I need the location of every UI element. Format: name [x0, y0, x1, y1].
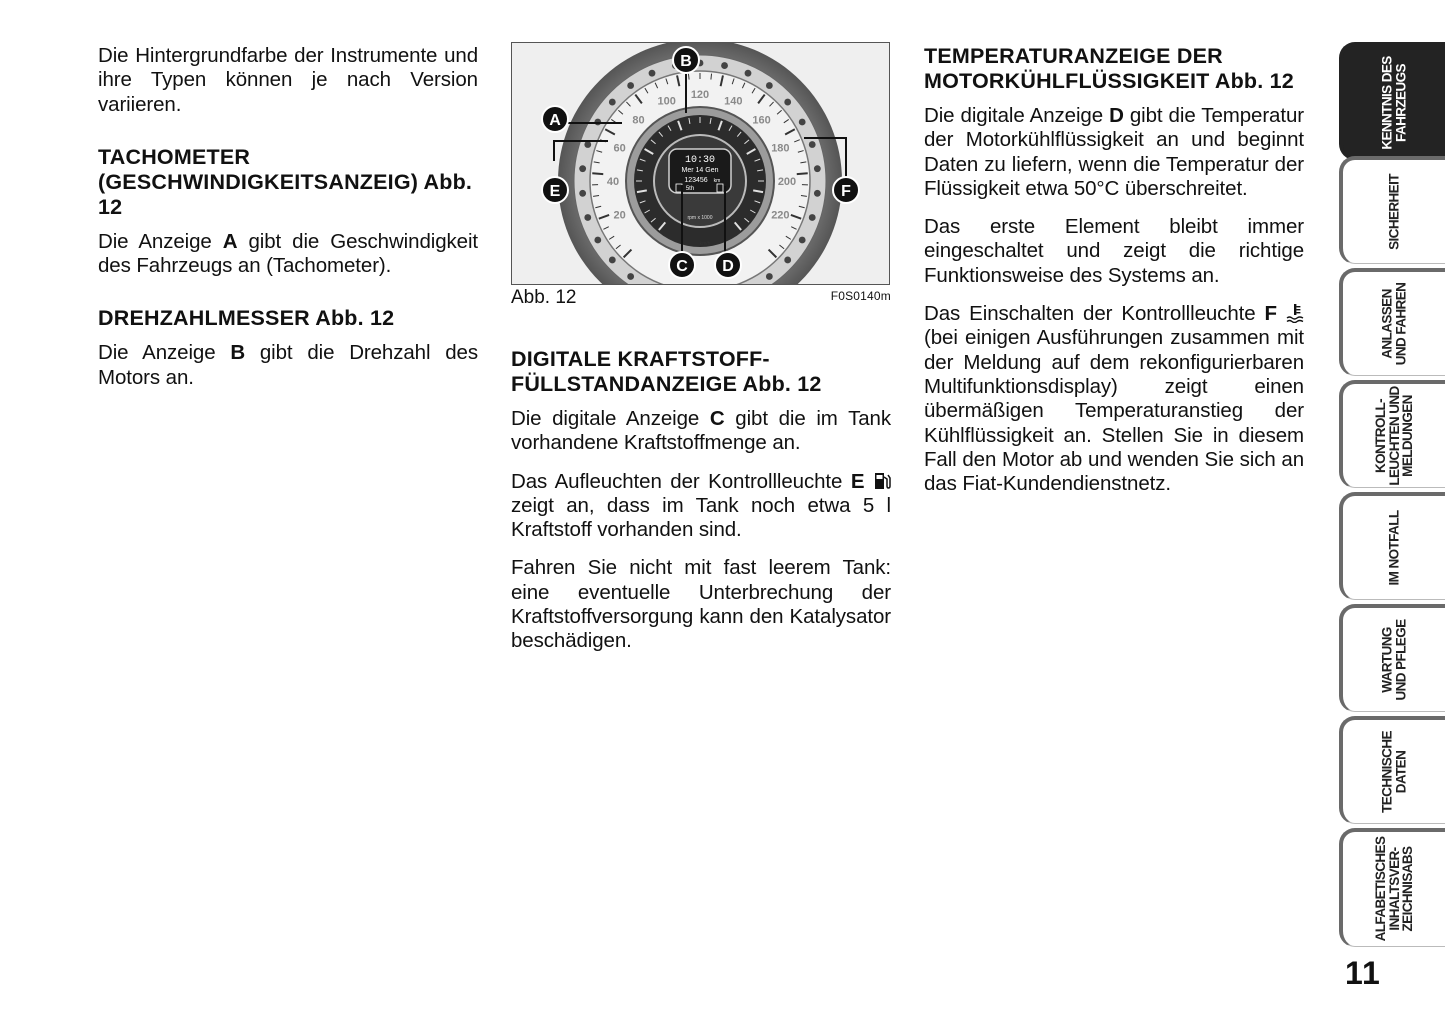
warning-light-dot — [579, 190, 586, 197]
tab-alfabetisches-inhaltsverzeichnis[interactable] — [1339, 828, 1445, 947]
warning-light-dot — [814, 165, 821, 172]
temperature-paragraph-1: Die digitale Anzeige D gibt die Temperatur der Motorkühlflüssigkeit an und beginnt Daten zu liefern, wenn die Temperatur der Flüssigkeit etwa 50°C überschreitet. — [924, 104, 1304, 200]
warning-light-dot — [809, 214, 816, 221]
tachometer-paragraph: Die Anzeige A gibt die Geschwindigkeit des Fahrzeugs an (Tachometer). — [98, 229, 478, 278]
speed-tick — [592, 173, 603, 174]
speed-tick-label: 40 — [606, 176, 620, 188]
warning-light-dot — [579, 165, 586, 172]
label-a-ref: A — [222, 229, 238, 253]
tab-label: WARTUNG UND PFLEGE — [1379, 618, 1408, 701]
fuel-paragraph-1: Die digitale Anzeige C gibt die im Tank vorhandene Kraftstoffmenge an. — [511, 407, 891, 455]
label-e-ref: E — [850, 469, 865, 493]
callout-e — [542, 177, 568, 203]
figure-caption — [511, 285, 891, 325]
intro-paragraph: Die Hintergrundfarbe der Instrumente und ihre Typen können je nach Version variieren. — [98, 44, 478, 116]
callout-f — [833, 177, 859, 203]
speed-tick — [711, 74, 712, 80]
figure-caption-label: Abb. 12 — [511, 287, 577, 308]
fuel-paragraph-3: Fahren Sie nicht mit fast leerem Tank: eine eventuelle Unterbrechung der Kraftstoffversorgung kann den Katalysator beschädigen. — [511, 556, 891, 653]
tab-im-notfall[interactable] — [1339, 492, 1445, 600]
speed-tick-label: 220 — [771, 209, 790, 222]
warning-light-dot — [766, 273, 773, 280]
warning-light-dot — [784, 99, 791, 106]
warning-light-dot — [745, 70, 752, 77]
svg-text:D: D — [722, 258, 734, 275]
warning-light-dot — [784, 257, 791, 264]
warning-light-dot — [799, 119, 806, 126]
speed-unit-label: km/h — [699, 241, 711, 247]
svg-text:C: C — [676, 258, 688, 275]
figure-code: F0S0140m — [830, 289, 891, 303]
svg-text:F: F — [841, 183, 851, 200]
temperature-paragraph-3: Das Einschalten der Kontrollleuchte F (bei einigen Ausführungen zusammen mit der Meldung auf dem rekonfigurierbaren Multifunktionsdisplay) zeigt einen übermäßigen Temperaturanstieg der Kühlflüssigkeit an. Stellen Sie in diesem Fall den Motor ab und wenden Sie sich an das Fiat-Kundendienstnetz. — [924, 302, 1304, 496]
coolant-temperature-icon — [1286, 303, 1304, 323]
rpm-unit-label: rpm x 1000 — [687, 215, 713, 221]
column-3 — [924, 44, 1304, 510]
callout-c — [669, 252, 695, 278]
tab-label: KONTROLL- LEUCHTEN UND MELDUNGEN — [1372, 385, 1415, 486]
warning-light-dot — [799, 237, 806, 244]
display-odometer-unit: km — [713, 178, 721, 184]
speed-tick-label: 180 — [771, 142, 790, 155]
speed-tick-label: 20 — [613, 209, 626, 222]
speed-tick-label: 100 — [657, 95, 676, 108]
chapter-tabs — [1339, 42, 1445, 947]
warning-light-dot — [721, 62, 728, 69]
speed-tick-label: 60 — [613, 142, 626, 155]
tachometer-heading: TACHOMETER (GESCHWINDIGKEITSANZEIG) Abb. 12 — [98, 144, 473, 219]
warning-light-dot — [609, 99, 616, 106]
temperature-paragraph-2: Das erste Element bleibt immer eingeschaltet und zeigt die richtige Funktionsweise des Systems an. — [924, 215, 1304, 287]
warning-light-dot — [584, 214, 591, 221]
label-f-ref: F — [1264, 302, 1277, 326]
rpm-paragraph: Die Anzeige B gibt die Drehzahl des Motors an. — [98, 341, 479, 389]
column-1 — [98, 44, 478, 404]
instrument-cluster-figure — [511, 42, 890, 285]
speed-tick — [688, 74, 689, 80]
warning-light-dot — [627, 82, 634, 89]
tab-technische-daten[interactable] — [1339, 716, 1445, 824]
tab-label: ALFABETISCHES INHALTSVER- ZEICHNISABS — [1372, 836, 1415, 942]
warning-light-dot — [809, 141, 816, 148]
display-odometer: 123456 — [684, 177, 708, 184]
label-d-ref: D — [1109, 104, 1124, 127]
temperature-heading: TEMPERATURANZEIGE DER MOTORKÜHLFLÜSSIGKEIT Abb. 12 — [924, 44, 1294, 93]
warning-light-dot — [609, 257, 616, 264]
warning-light-dot — [649, 70, 656, 77]
speed-tick-label: 80 — [632, 114, 645, 127]
rpm-heading: DREHZAHLMESSER Abb. 12 — [98, 306, 395, 331]
tab-kontrollleuchten-und-meldungen[interactable] — [1339, 380, 1445, 488]
warning-light-dot — [766, 82, 773, 89]
tab-anlassen-und-fahren[interactable] — [1339, 268, 1445, 376]
warning-light-dot — [584, 141, 591, 148]
tab-kenntnis-des-fahrzeugs[interactable] — [1339, 42, 1445, 160]
svg-text:B: B — [680, 53, 692, 70]
warning-light-dot — [627, 273, 634, 280]
tab-label: TECHNISCHE DATEN — [1379, 730, 1408, 813]
callout-d — [715, 252, 741, 278]
warning-light-dot — [814, 190, 821, 197]
tab-label: KENNTNIS DES FAHRZEUGS — [1379, 55, 1408, 150]
label-c-ref: C — [709, 407, 725, 430]
tab-label: ANLASSEN UND FAHREN — [1379, 282, 1408, 365]
tab-wartung-und-pflege[interactable] — [1339, 604, 1445, 712]
fuel-paragraph-2: Das Aufleuchten der Kontrollleuchte E zeigt an, dass im Tank noch etwa 5 l Kraftstoff vorhanden sind. — [511, 469, 891, 542]
svg-text:E: E — [549, 183, 561, 200]
page-number: 11 — [1345, 955, 1381, 991]
speed-tick — [797, 173, 808, 174]
fuel-heading: DIGITALE KRAFTSTOFF-FÜLLSTANDANZEIGE Abb. 12 — [511, 347, 822, 396]
tab-label: SICHERHEIT — [1386, 173, 1402, 250]
display-gear: 5th — [685, 186, 695, 192]
fuel-pump-icon — [873, 471, 891, 491]
svg-text:A: A — [549, 112, 561, 129]
callout-a — [542, 106, 568, 132]
label-b-ref: B — [230, 341, 246, 365]
speed-tick-label: 160 — [752, 114, 771, 127]
callout-b — [673, 47, 699, 73]
speed-tick-label: 200 — [777, 176, 797, 188]
column-2 — [511, 44, 891, 668]
tab-sicherheit[interactable] — [1339, 156, 1445, 264]
speed-tick-label: 120 — [690, 89, 710, 101]
warning-light-dot — [594, 237, 601, 244]
display-time: 10:30 — [684, 155, 716, 166]
display-date: Mer 14 Gen — [681, 167, 719, 174]
tab-label: IM NOTFALL — [1386, 510, 1402, 585]
speed-tick-label: 140 — [724, 95, 743, 108]
instrument-cluster-drawing — [512, 43, 890, 285]
